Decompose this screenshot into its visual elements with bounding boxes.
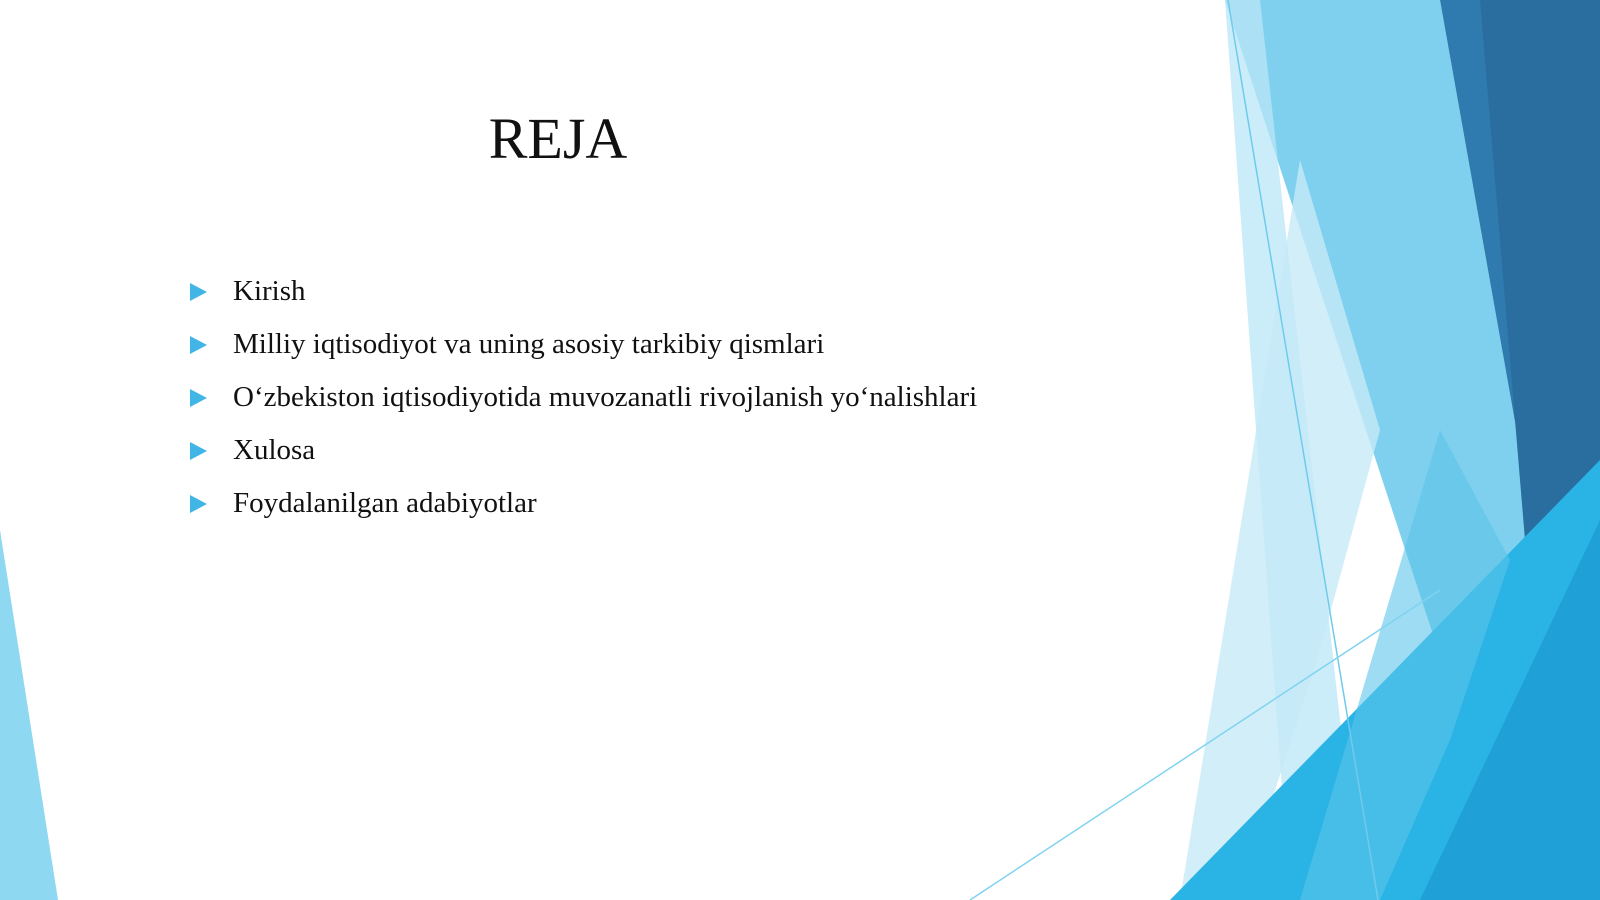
bullet-arrow-icon xyxy=(190,336,207,354)
left-decor-triangle xyxy=(0,530,58,900)
bullet-item xyxy=(190,477,977,530)
bullet-item xyxy=(190,371,977,424)
bullet-text: Foydalanilgan adabiyotlar xyxy=(233,487,537,519)
bullet-list xyxy=(190,265,977,530)
slide-title: REJA xyxy=(488,106,628,171)
bullet-item xyxy=(190,265,977,318)
bullet-item xyxy=(190,424,977,477)
bullet-arrow-icon xyxy=(190,495,207,513)
bullet-arrow-icon xyxy=(190,389,207,407)
bullet-item xyxy=(190,318,977,371)
bullet-arrow-icon xyxy=(190,442,207,460)
bullet-text: O‘zbekiston iqtisodiyotida muvozanatli rivojlanish yo‘nalishlari xyxy=(233,381,978,413)
bullet-text: Kirish xyxy=(233,275,306,307)
bullet-text: Milliy iqtisodiyot va uning asosiy tarkibiy qismlari xyxy=(233,328,825,360)
bullet-text: Xulosa xyxy=(233,434,316,466)
bullet-arrow-icon xyxy=(190,283,207,301)
